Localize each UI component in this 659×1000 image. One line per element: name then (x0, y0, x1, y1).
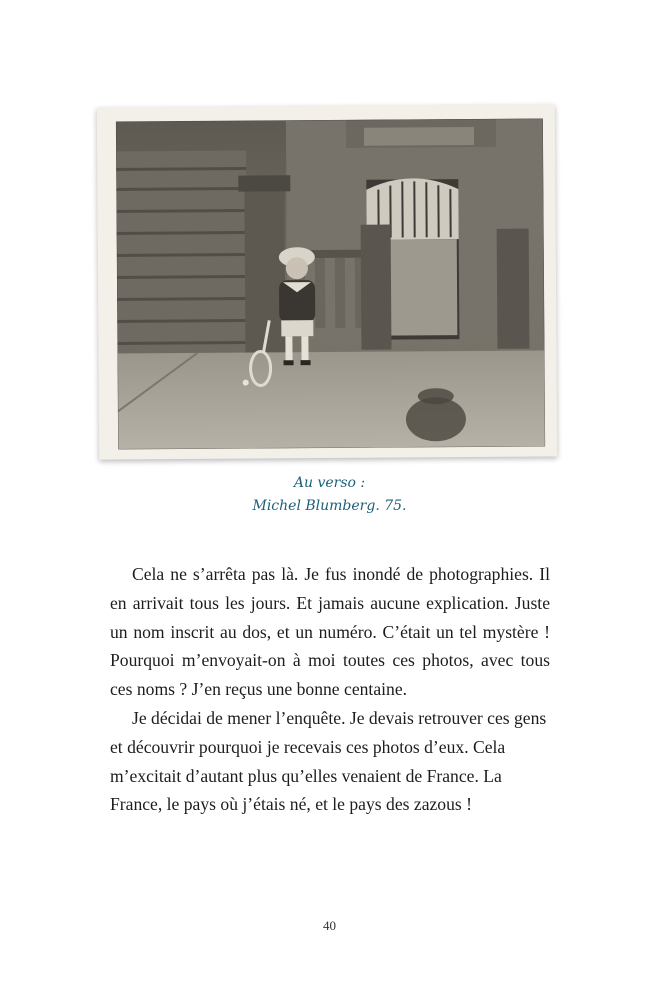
caption-line-1: Au verso : (293, 475, 366, 491)
caption-line-2: Michel Blumberg. 75. (252, 498, 407, 514)
paragraph-2: Je décidai de mener l’enquête. Je devais retrouver ces gens et découvrir pourquoi je recevais ces photos d’eux. Cela m’excitait d’autant plus qu’elles venaient de France. La France, le pays où j’étais né, et le pays des zazous ! (110, 707, 547, 815)
body-text (110, 560, 550, 819)
page-number: 40 (323, 918, 336, 933)
paragraph-1: Cela ne s’arrêta pas là. Je fus inondé de photographies. Il en arrivait tous les jours. Et jamais aucune explication. Juste un nom inscrit au dos, et un numéro. C’était un tel mystère ! Pourquoi m’envoyait-on à moi toutes ces photos, avec tous ces noms ? J’en reçus une bonne centaine. (110, 564, 550, 700)
vintage-photo-icon (116, 118, 545, 449)
vintage-photo-frame (97, 104, 557, 459)
